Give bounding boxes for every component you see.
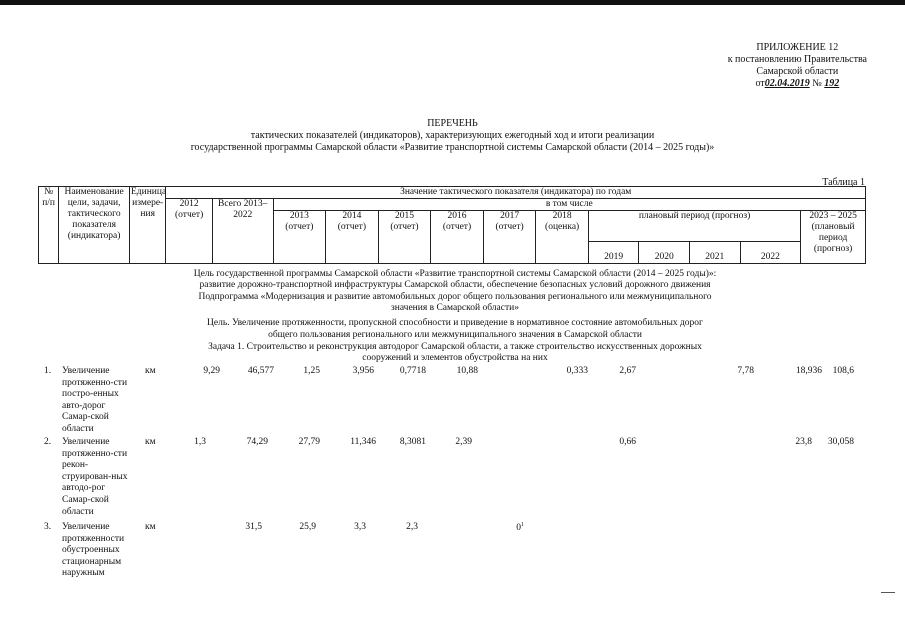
appendix-title: ПРИЛОЖЕНИЕ 12 (756, 42, 839, 53)
task-line-1: Задача 1. Строительство и реконструкция автодорог Самарской области, а также строительство искусственных дорожных (208, 342, 702, 352)
header-incl: в том числе (273, 199, 865, 211)
header-total: Всего 2013–2022 (212, 199, 273, 264)
header-2021: 2021 (690, 242, 741, 264)
value-total: 46,577 (247, 366, 274, 376)
task-line-2: сооружений и элементов обустройства на них (362, 353, 548, 363)
value-2018: 0,333 (566, 366, 588, 376)
header-2012: 2012 (отчет) (166, 199, 213, 264)
value-2021: 7,78 (737, 366, 754, 376)
header-num: № п/п (39, 187, 59, 264)
list-title: ПЕРЕЧЕНЬ (427, 118, 478, 129)
value-total: 31,5 (245, 522, 262, 532)
value-2015: 2,3 (406, 522, 418, 532)
scan-top-border (0, 0, 905, 5)
row-num: 1. (44, 366, 52, 376)
value-2015: 8,3081 (399, 437, 426, 447)
header-plan: плановый период (прогноз) (588, 211, 800, 242)
row-num: 2. (44, 437, 52, 447)
appendix-block (728, 42, 867, 90)
value-2016: 2,39 (455, 437, 472, 447)
subprogram-line-1: Подпрограмма «Модернизация и развитие автомобильных дорог общего пользования регионального или межмуниципального (198, 292, 712, 302)
number-prefix: № (812, 78, 822, 89)
footnote-mark: 1 (521, 522, 524, 528)
header-unit: Единица измере-ния (129, 187, 165, 264)
header-2022: 2022 (740, 242, 801, 264)
row-unit: км (145, 522, 156, 532)
list-subtitle-1: тактических показателей (индикаторов), характеризующих ежегодный ход и итоги реализации (250, 130, 655, 141)
header-name: Наименование цели, задачи, тактического показателя (индикатора) (59, 187, 130, 264)
indicator-table-header (38, 186, 866, 264)
header-2013: 2013 (отчет) (273, 211, 326, 264)
header-2019: 2019 (588, 242, 639, 264)
subprogram-line-2: значения в Самарской области» (391, 303, 519, 313)
aim-line-2: общего пользования регионального или межмуниципального значения в Самарской области (268, 330, 642, 340)
value-2017-main: 0 (516, 523, 521, 534)
value-2019: 2,67 (619, 366, 636, 376)
appendix-date-line (728, 78, 867, 90)
value-2015: 0,7718 (399, 366, 426, 376)
header-2014: 2014 (отчет) (326, 211, 379, 264)
value-2013: 1,25 (303, 366, 320, 376)
value-2023: 30,058 (827, 437, 854, 447)
header-2023: 2023 – 2025 (плановый период (прогноз) (801, 211, 866, 264)
row-name: Увеличение протяженно-сти рекон-струирован-ных автодо-рог Самар-ской области (62, 437, 128, 517)
row-unit: км (145, 437, 156, 447)
value-2012: 1,3 (194, 437, 206, 447)
row-unit: км (145, 366, 156, 376)
aim-line-1: Цель. Увеличение протяженности, пропускной способности и приведение в нормативное состояние автомобильных дорог (207, 318, 703, 328)
scan-mark (881, 592, 895, 593)
appendix-region: Самарской области (756, 66, 839, 77)
appendix-decree: к постановлению Правительства (727, 54, 867, 65)
value-2014: 3,3 (354, 522, 366, 532)
value-2014: 11,346 (350, 437, 376, 447)
number-value: 192 (824, 78, 840, 89)
value-2023: 108,6 (832, 366, 854, 376)
value-2017 (484, 522, 524, 533)
date-prefix: от (755, 78, 765, 89)
table-number: Таблица 1 (822, 177, 865, 188)
row-num: 3. (44, 522, 52, 532)
value-total: 74,29 (246, 437, 268, 447)
header-2015: 2015 (отчет) (378, 211, 431, 264)
header-2018: 2018 (оценка) (536, 211, 589, 264)
header-group: Значение тактического показателя (индикатора) по годам (166, 187, 866, 199)
header-2020: 2020 (639, 242, 690, 264)
value-2022: 23,8 (795, 437, 812, 447)
value-2018: 0,66 (619, 437, 636, 447)
value-2012: 9,29 (203, 366, 220, 376)
row-name: Увеличение протяженно-сти постро-енных авто-дорог Самар-ской области (62, 366, 128, 434)
value-2022: 18,936 (795, 366, 822, 376)
value-2013: 27,79 (298, 437, 320, 447)
date-value: 02.04.2019 (764, 78, 810, 89)
list-subtitle-2: государственной программы Самарской области «Развитие транспортной системы Самарской области (2014 – 2025 годы)» (190, 142, 715, 153)
row-name: Увеличение протяженности обустроенных стационарным наружным (62, 522, 125, 579)
value-2013: 25,9 (299, 522, 316, 532)
header-2016: 2016 (отчет) (431, 211, 484, 264)
goal-line-2: развитие дорожно-транспортной инфраструктуры Самарской области, обеспечение безопасных условий дорожного движения (199, 280, 711, 290)
header-2017: 2017 (отчет) (483, 211, 536, 264)
goal-line-1: Цель государственной программы Самарской области «Развитие транспортной системы Самарской области (2014 – 2025 годы)»: (193, 269, 717, 279)
value-2014: 3,956 (352, 366, 374, 376)
value-2016: 10,88 (456, 366, 478, 376)
